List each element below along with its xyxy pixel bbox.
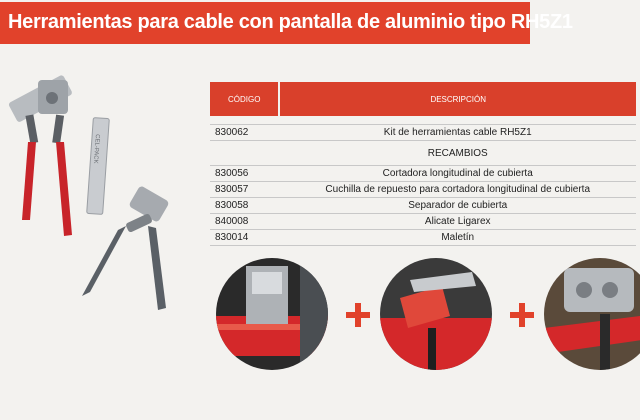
plus-icon	[346, 303, 370, 327]
table-row	[210, 198, 636, 214]
item-description: Kit de herramientas cable RH5Z1	[279, 125, 636, 141]
item-code: 830062	[210, 125, 279, 141]
item-description: Separador de cubierta	[279, 198, 636, 214]
table-row	[210, 125, 636, 141]
crimping-pliers	[8, 74, 73, 236]
item-description: Cuchilla de repuesto para cortadora longitudinal de cubierta	[279, 182, 636, 198]
item-code: 830014	[210, 230, 279, 246]
section-row	[210, 141, 636, 166]
item-code: 830058	[210, 198, 279, 214]
plus-icon	[510, 303, 534, 327]
item-description: Cortadora longitudinal de cubierta	[279, 166, 636, 182]
spacer-row	[210, 116, 636, 125]
table-row	[210, 166, 636, 182]
column-header-code: CÓDIGO	[210, 82, 279, 116]
item-code: 830057	[210, 182, 279, 198]
blade-label: CEL-PACK	[91, 133, 100, 164]
item-code: 840008	[210, 214, 279, 230]
column-header-description: DESCRIPCIÓN	[279, 82, 636, 116]
item-description: Maletín	[279, 230, 636, 246]
tool-kit-image	[0, 60, 205, 320]
blade-insert	[87, 118, 110, 215]
table-row	[210, 214, 636, 230]
item-code: 830056	[210, 166, 279, 182]
section-label: RECAMBIOS	[279, 141, 636, 166]
photo-cutting-sheath	[216, 258, 328, 370]
photo-crimping	[544, 258, 640, 370]
table-row	[210, 182, 636, 198]
page-title: Herramientas para cable con pantalla de aluminio tipo RH5Z1	[8, 11, 573, 33]
table-row	[210, 230, 636, 246]
parts-table	[210, 82, 636, 246]
photo-separating-sheath	[380, 258, 492, 370]
item-description: Alicate Ligarex	[279, 214, 636, 230]
title-banner	[0, 2, 573, 44]
